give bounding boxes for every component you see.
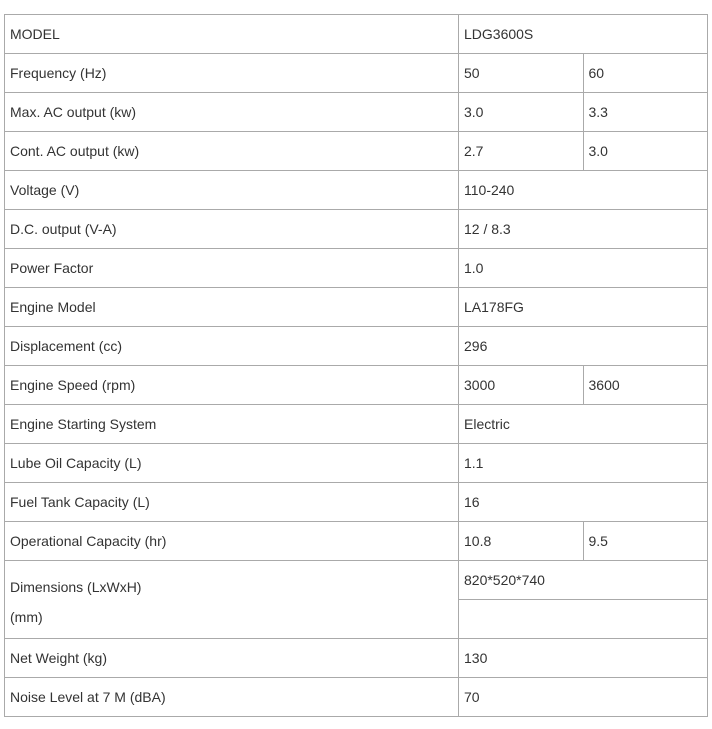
row-value-50hz: 50 bbox=[459, 54, 584, 93]
dimensions-label-line2: (mm) bbox=[10, 609, 43, 625]
dimensions-label-line1: Dimensions (LxWxH) bbox=[10, 579, 142, 595]
row-label: Cont. AC output (kw) bbox=[5, 132, 459, 171]
row-value-50hz: 10.8 bbox=[459, 522, 584, 561]
table-row-frequency bbox=[5, 54, 708, 93]
row-label: Displacement (cc) bbox=[5, 327, 459, 366]
row-value: 1.1 bbox=[459, 444, 708, 483]
table-row-model bbox=[5, 15, 708, 54]
row-value: 16 bbox=[459, 483, 708, 522]
row-label: Frequency (Hz) bbox=[5, 54, 459, 93]
table-row-displacement bbox=[5, 327, 708, 366]
row-value-empty bbox=[459, 600, 708, 639]
row-value-50hz: 3000 bbox=[459, 366, 584, 405]
row-label: Noise Level at 7 M (dBA) bbox=[5, 678, 459, 717]
table-row-fuel-tank bbox=[5, 483, 708, 522]
row-value-60hz: 9.5 bbox=[583, 522, 708, 561]
row-value-60hz: 3.0 bbox=[583, 132, 708, 171]
row-value: LDG3600S bbox=[459, 15, 708, 54]
table-row-voltage bbox=[5, 171, 708, 210]
row-label: MODEL bbox=[5, 15, 459, 54]
table-row-lube-oil bbox=[5, 444, 708, 483]
row-value-60hz: 3.3 bbox=[583, 93, 708, 132]
row-value: Electric bbox=[459, 405, 708, 444]
row-label: Net Weight (kg) bbox=[5, 639, 459, 678]
row-value: LA178FG bbox=[459, 288, 708, 327]
row-label: D.C. output (V-A) bbox=[5, 210, 459, 249]
row-label: Lube Oil Capacity (L) bbox=[5, 444, 459, 483]
table-row-starting-system bbox=[5, 405, 708, 444]
row-value: 820*520*740 bbox=[459, 561, 708, 600]
row-label: Operational Capacity (hr) bbox=[5, 522, 459, 561]
table-row-net-weight bbox=[5, 639, 708, 678]
spec-table bbox=[4, 14, 708, 717]
row-label: Engine Model bbox=[5, 288, 459, 327]
row-label: Voltage (V) bbox=[5, 171, 459, 210]
table-row-noise-level bbox=[5, 678, 708, 717]
row-value: 110-240 bbox=[459, 171, 708, 210]
table-row-cont-ac-output bbox=[5, 132, 708, 171]
table-row-operational-capacity bbox=[5, 522, 708, 561]
row-value-50hz: 2.7 bbox=[459, 132, 584, 171]
row-value: 70 bbox=[459, 678, 708, 717]
row-label: Engine Starting System bbox=[5, 405, 459, 444]
row-value-60hz: 60 bbox=[583, 54, 708, 93]
row-label bbox=[5, 561, 459, 639]
row-value-50hz: 3.0 bbox=[459, 93, 584, 132]
row-label: Power Factor bbox=[5, 249, 459, 288]
row-label: Max. AC output (kw) bbox=[5, 93, 459, 132]
row-value-60hz: 3600 bbox=[583, 366, 708, 405]
table-row-dc-output bbox=[5, 210, 708, 249]
row-value: 12 / 8.3 bbox=[459, 210, 708, 249]
row-value: 296 bbox=[459, 327, 708, 366]
table-row-engine-speed bbox=[5, 366, 708, 405]
table-row-engine-model bbox=[5, 288, 708, 327]
row-label: Fuel Tank Capacity (L) bbox=[5, 483, 459, 522]
row-value: 1.0 bbox=[459, 249, 708, 288]
table-row-dimensions bbox=[5, 561, 708, 600]
row-label: Engine Speed (rpm) bbox=[5, 366, 459, 405]
table-row-max-ac-output bbox=[5, 93, 708, 132]
row-value: 130 bbox=[459, 639, 708, 678]
table-row-power-factor bbox=[5, 249, 708, 288]
